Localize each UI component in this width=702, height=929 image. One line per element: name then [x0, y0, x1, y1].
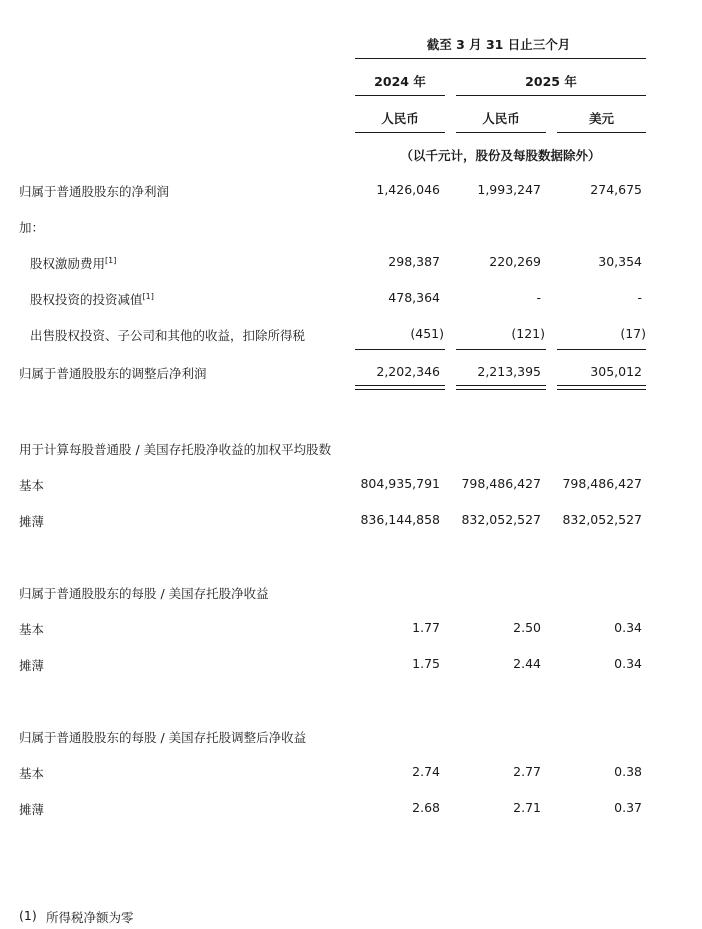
year-2025-header: 2025 年: [525, 74, 577, 89]
cell-2025-rmb: (121): [511, 326, 545, 341]
row-label: 基本: [19, 766, 45, 781]
cell-2024: 1.75: [412, 656, 440, 671]
footnote-text: 所得税净额为零: [46, 910, 134, 925]
cell-2025-rmb: 2.44: [513, 656, 541, 671]
cell-2025-rmb: 832,052,527: [461, 512, 541, 527]
footnote-ref: [1]: [142, 291, 154, 301]
subtotal-rule-1: [355, 349, 445, 350]
section-title: 归属于普通股股东的每股 / 美国存托股调整后净收益: [19, 730, 307, 745]
period-header: 截至 3 月 31 日止三个月: [426, 37, 571, 52]
row-label: 股权投资的投资减值[1]: [30, 291, 154, 307]
row-label: 摊薄: [19, 802, 45, 817]
cell-2025-rmb: 2.50: [513, 620, 541, 635]
section-title: 归属于普通股股东的每股 / 美国存托股净收益: [19, 586, 269, 601]
cell-2024: 804,935,791: [360, 476, 440, 491]
currency-rmb-2024: 人民币: [381, 111, 419, 126]
cell-2025-rmb: 220,269: [489, 254, 541, 269]
row-label: 归属于普通股股东的调整后净利润: [19, 366, 207, 381]
header-rule: [355, 58, 646, 59]
cell-2024: 2,202,346: [376, 364, 440, 379]
cell-2025-usd: 832,052,527: [562, 512, 642, 527]
footnote-marker: (1): [19, 908, 37, 923]
row-label: 基本: [19, 622, 45, 637]
currency-rule-2: [456, 132, 546, 133]
currency-rmb-2025: 人民币: [482, 111, 520, 126]
cell-2025-usd: -: [637, 290, 642, 305]
currency-rule-1: [355, 132, 445, 133]
subtotal-rule-3: [557, 349, 646, 350]
unit-note: （以千元计，股份及每股数据除外）: [400, 148, 601, 163]
cell-2025-rmb: 798,486,427: [461, 476, 541, 491]
year-2024-rule: [355, 95, 445, 96]
cell-2025-usd: 0.34: [614, 656, 642, 671]
total-double-rule-3: [557, 385, 646, 390]
row-label: 基本: [19, 478, 45, 493]
row-label-add: 加：: [19, 220, 45, 235]
cell-2024: 1.77: [412, 620, 440, 635]
row-label: 出售股权投资、子公司和其他的收益，扣除所得税: [30, 328, 306, 343]
cell-2025-usd: 274,675: [590, 182, 642, 197]
row-label: 摊薄: [19, 658, 45, 673]
cell-2025-rmb: 2.77: [513, 764, 541, 779]
cell-2024: 2.74: [412, 764, 440, 779]
currency-usd-2025: 美元: [588, 111, 614, 126]
cell-2025-usd: (17): [620, 326, 646, 341]
cell-2024: 2.68: [412, 800, 440, 815]
row-label: 摊薄: [19, 514, 45, 529]
cell-2024: 298,387: [388, 254, 440, 269]
cell-2025-rmb: 2,213,395: [477, 364, 541, 379]
section-title: 用于计算每股普通股 / 美国存托股净收益的加权平均股数: [19, 442, 332, 457]
footnote-ref: [1]: [105, 255, 117, 265]
row-label: 归属于普通股股东的净利润: [19, 184, 170, 199]
cell-2025-usd: 798,486,427: [562, 476, 642, 491]
cell-2025-usd: 0.38: [614, 764, 642, 779]
cell-2025-usd: 305,012: [590, 364, 642, 379]
year-2025-rule: [456, 95, 646, 96]
row-label: 股权激励费用[1]: [30, 255, 117, 271]
cell-2024: (451): [410, 326, 444, 341]
cell-2024: 1,426,046: [376, 182, 440, 197]
cell-2025-usd: 0.34: [614, 620, 642, 635]
cell-2025-usd: 0.37: [614, 800, 642, 815]
cell-2024: 836,144,858: [360, 512, 440, 527]
year-2024-header: 2024 年: [374, 74, 426, 89]
subtotal-rule-2: [456, 349, 546, 350]
cell-2024: 478,364: [388, 290, 440, 305]
currency-rule-3: [557, 132, 646, 133]
total-double-rule-2: [456, 385, 546, 390]
cell-2025-rmb: -: [536, 290, 541, 305]
cell-2025-rmb: 2.71: [513, 800, 541, 815]
total-double-rule-1: [355, 385, 445, 390]
cell-2025-usd: 30,354: [598, 254, 642, 269]
cell-2025-rmb: 1,993,247: [477, 182, 541, 197]
